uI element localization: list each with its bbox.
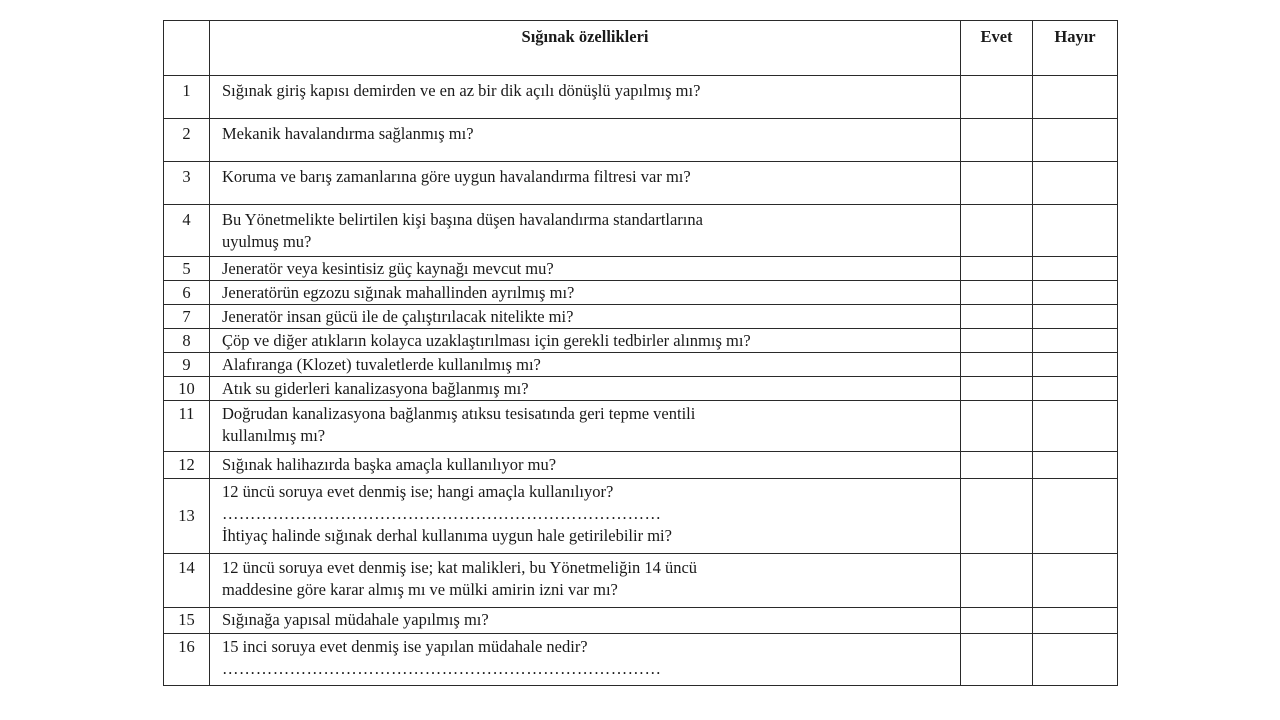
header-row [164, 21, 1118, 76]
table-row [164, 257, 1118, 281]
table-row [164, 119, 1118, 162]
evet-cell[interactable] [961, 257, 1033, 281]
evet-cell[interactable] [961, 634, 1033, 686]
evet-cell[interactable] [961, 329, 1033, 353]
evet-cell[interactable] [961, 608, 1033, 634]
hayir-cell[interactable] [1033, 76, 1118, 119]
evet-cell[interactable] [961, 452, 1033, 479]
table-row [164, 329, 1118, 353]
row-question [210, 257, 961, 281]
header-evet: Evet [961, 21, 1033, 76]
evet-cell[interactable] [961, 205, 1033, 257]
hayir-cell[interactable] [1033, 353, 1118, 377]
table-row [164, 353, 1118, 377]
row-number: 4 [164, 205, 210, 257]
question-line: uyulmuş mu? [222, 232, 312, 251]
row-number: 12 [164, 452, 210, 479]
hayir-cell[interactable] [1033, 281, 1118, 305]
hayir-cell[interactable] [1033, 257, 1118, 281]
question-line: Çöp ve diğer atıkların kolayca uzaklaştırılması için gerekli tedbirler alınmış mı? [222, 331, 751, 350]
row-number: 9 [164, 353, 210, 377]
question-line: Mekanik havalandırma sağlanmış mı? [222, 124, 474, 143]
question-line: maddesine göre karar almış mı ve mülki amirin izni var mı? [222, 580, 618, 599]
row-question [210, 162, 961, 205]
row-number: 5 [164, 257, 210, 281]
evet-cell[interactable] [961, 162, 1033, 205]
hayir-cell[interactable] [1033, 119, 1118, 162]
question-line: 12 üncü soruya evet denmiş ise; kat malikleri, bu Yönetmeliğin 14 üncü [222, 558, 698, 577]
table-row [164, 608, 1118, 634]
row-question [210, 377, 961, 401]
row-number: 10 [164, 377, 210, 401]
table-row [164, 479, 1118, 554]
row-number: 15 [164, 608, 210, 634]
row-question [210, 353, 961, 377]
question-line: Jeneratör insan gücü ile de çalıştırılacak nitelikte mi? [222, 307, 574, 326]
hayir-cell[interactable] [1033, 377, 1118, 401]
row-question [210, 452, 961, 479]
table-row [164, 305, 1118, 329]
row-question [210, 305, 961, 329]
row-number: 8 [164, 329, 210, 353]
question-line: Doğrudan kanalizasyona bağlanmış atıksu tesisatında geri tepme ventili [222, 404, 696, 423]
hayir-cell[interactable] [1033, 205, 1118, 257]
header-hayir: Hayır [1033, 21, 1118, 76]
question-line: Jeneratör veya kesintisiz güç kaynağı mevcut mu? [222, 259, 554, 278]
row-number: 2 [164, 119, 210, 162]
row-question [210, 608, 961, 634]
hayir-cell[interactable] [1033, 479, 1118, 554]
evet-cell[interactable] [961, 305, 1033, 329]
table-row [164, 281, 1118, 305]
answer-blank-dots[interactable]: …………………………………………………………………… [222, 659, 662, 678]
evet-cell[interactable] [961, 281, 1033, 305]
question-line: kullanılmış mı? [222, 426, 326, 445]
hayir-cell[interactable] [1033, 452, 1118, 479]
evet-cell[interactable] [961, 353, 1033, 377]
question-line: 12 üncü soruya evet denmiş ise; hangi amaçla kullanılıyor? [222, 482, 614, 501]
question-line: Sığınak halihazırda başka amaçla kullanılıyor mu? [222, 455, 557, 474]
row-number: 6 [164, 281, 210, 305]
header-title: Sığınak özellikleri [210, 21, 961, 76]
row-number: 3 [164, 162, 210, 205]
hayir-cell[interactable] [1033, 554, 1118, 608]
question-line: 15 inci soruya evet denmiş ise yapılan müdahale nedir? [222, 637, 588, 656]
answer-blank-dots[interactable]: …………………………………………………………………… [222, 504, 662, 523]
hayir-cell[interactable] [1033, 329, 1118, 353]
table-row [164, 634, 1118, 686]
question-line: Alafıranga (Klozet) tuvaletlerde kullanılmış mı? [222, 355, 541, 374]
row-number: 13 [164, 479, 210, 554]
table-row [164, 401, 1118, 452]
evet-cell[interactable] [961, 377, 1033, 401]
row-number: 7 [164, 305, 210, 329]
row-number: 16 [164, 634, 210, 686]
shelter-checklist-table [163, 20, 1118, 686]
hayir-cell[interactable] [1033, 634, 1118, 686]
evet-cell[interactable] [961, 554, 1033, 608]
hayir-cell[interactable] [1033, 608, 1118, 634]
row-question [210, 554, 961, 608]
row-question [210, 205, 961, 257]
question-line: Sığınak giriş kapısı demirden ve en az bir dik açılı dönüşlü yapılmış mı? [222, 81, 701, 100]
row-question [210, 401, 961, 452]
question-line: Sığınağa yapısal müdahale yapılmış mı? [222, 610, 489, 629]
hayir-cell[interactable] [1033, 162, 1118, 205]
row-number: 14 [164, 554, 210, 608]
question-line: Jeneratörün egzozu sığınak mahallinden ayrılmış mı? [222, 283, 575, 302]
table-row [164, 554, 1118, 608]
question-line: Bu Yönetmelikte belirtilen kişi başına düşen havalandırma standartlarına [222, 210, 703, 229]
row-question [210, 281, 961, 305]
row-question [210, 634, 961, 686]
table-row [164, 377, 1118, 401]
evet-cell[interactable] [961, 401, 1033, 452]
checklist-sheet [163, 20, 1117, 702]
table-row [164, 162, 1118, 205]
evet-cell[interactable] [961, 479, 1033, 554]
question-line: İhtiyaç halinde sığınak derhal kullanıma uygun hale getirilebilir mi? [222, 526, 672, 545]
hayir-cell[interactable] [1033, 305, 1118, 329]
question-line: Koruma ve barış zamanlarına göre uygun havalandırma filtresi var mı? [222, 167, 691, 186]
row-question [210, 479, 961, 554]
hayir-cell[interactable] [1033, 401, 1118, 452]
row-question [210, 119, 961, 162]
question-line: Atık su giderleri kanalizasyona bağlanmış mı? [222, 379, 529, 398]
row-question [210, 76, 961, 119]
table-row [164, 205, 1118, 257]
evet-cell[interactable] [961, 119, 1033, 162]
row-number: 1 [164, 76, 210, 119]
row-question [210, 329, 961, 353]
row-number: 11 [164, 401, 210, 452]
header-number [164, 21, 210, 76]
table-row [164, 76, 1118, 119]
evet-cell[interactable] [961, 76, 1033, 119]
table-row [164, 452, 1118, 479]
